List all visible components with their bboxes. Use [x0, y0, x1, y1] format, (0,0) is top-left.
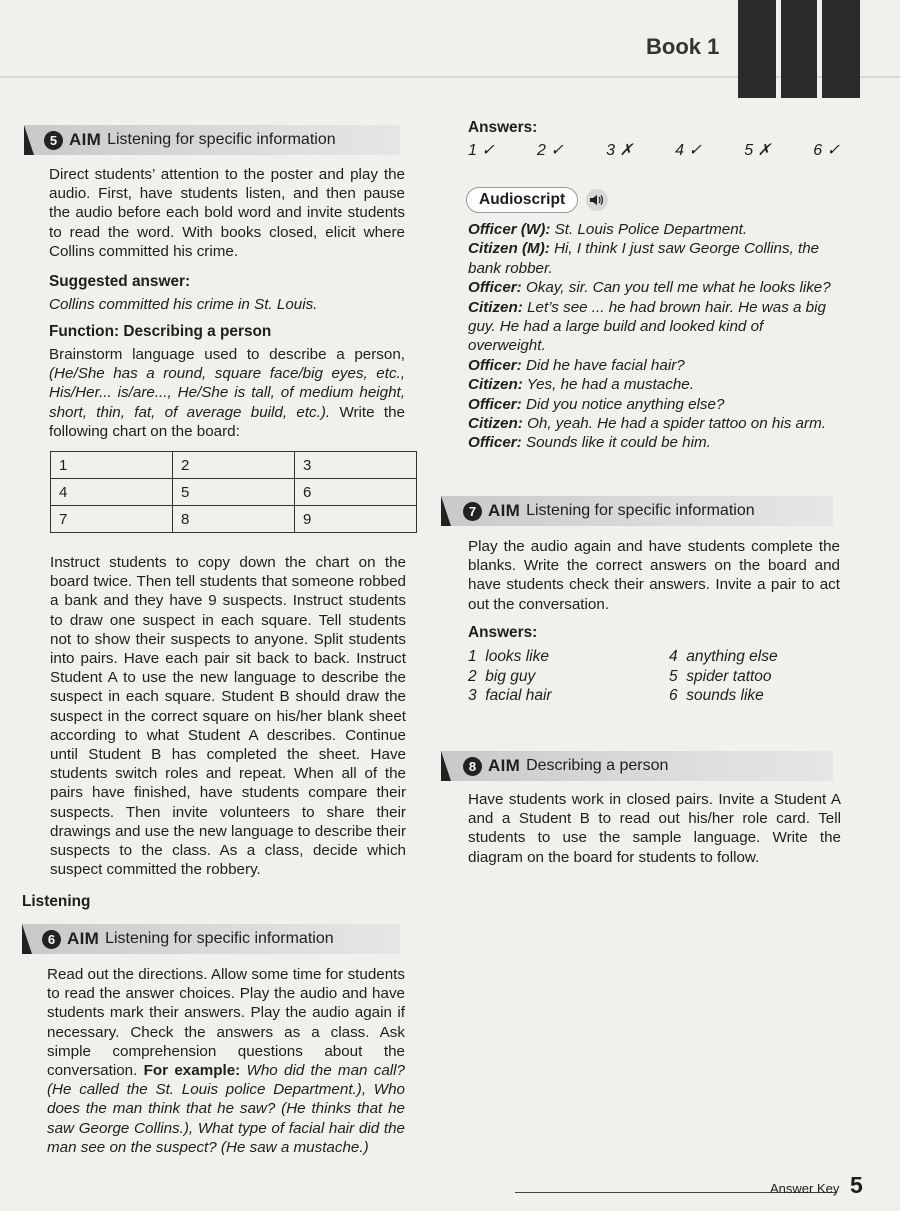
answer-item: 2 ✓ — [537, 142, 564, 159]
answers-label: Answers: — [468, 624, 538, 641]
aim-5-heading — [24, 125, 400, 155]
audioscript-header — [466, 187, 608, 213]
suspect-grid — [50, 451, 417, 533]
aim-title: Listening for specific information — [107, 131, 336, 148]
answer-item: 1 ✓ — [468, 142, 495, 159]
aim-label: AIM — [488, 501, 521, 520]
function-heading: Function: Describing a person — [49, 323, 272, 340]
book-tab-bar — [738, 0, 776, 98]
example-text: Who did the man call? (He called the St. Louis police Department.), Who does the man think that he saw? (He thinks that he saw George Collins.), What type of facial hair did the man see on the suspect? (He saw a mustache.) — [47, 1062, 405, 1156]
answer-item: 1 looks like — [468, 648, 549, 665]
suggested-answer-label: Suggested answer: — [49, 273, 191, 290]
grid-instructions: Instruct students to copy down the chart on the board twice. Then tell students that someone robbed a bank and they have 9 suspects. Instruct students to draw one suspect in each square. Tell students not to show their suspects to anyone. Split students into pairs. Have each pair sit back to back. Instruct Student A to use the new language to describe the suspect in each square. Student B should draw the suspect in the correct square on his/her blank sheet according to what Student A describes. Continue until Student B has completed the sheet. Have students switch roles and repeat. When all of the pairs have finished, have students compare their suspects. Then invite volunteers to share their drawings and use the new language to describe their suspects to the class. As a class, decide which suspect committed the robbery. — [50, 554, 406, 879]
answer-column — [468, 647, 552, 706]
grid-cell: 8 — [173, 506, 295, 533]
audioscript — [468, 220, 840, 453]
script-line: Citizen: Let’s see ... he had brown hair. He was a big guy. He had a large build and looked kind of overweight. — [468, 298, 826, 355]
answer-item: 4 anything else — [669, 648, 778, 665]
answer-item: 5 spider tattoo — [669, 667, 772, 685]
script-line: Officer (W): St. Louis Police Department. — [468, 221, 748, 238]
answer-item: 5 ✗ — [744, 142, 771, 159]
grid-cell: 4 — [51, 479, 173, 506]
answer-column — [669, 647, 778, 706]
answers-label: Answers: — [468, 119, 538, 136]
speaker-icon — [586, 189, 608, 211]
script-line: Citizen: Yes, he had a mustache. — [468, 376, 694, 394]
example-label: For example: — [143, 1062, 241, 1080]
aim-label: AIM — [69, 130, 102, 149]
aim-6-body — [47, 965, 405, 1157]
script-line: Citizen: Oh, yeah. He had a spider tattoo on his arm. — [468, 415, 826, 433]
audioscript-label: Audioscript — [466, 187, 578, 213]
aim-title: Listening for specific information — [105, 930, 334, 947]
suggested-answer-text: Collins committed his crime in St. Louis. — [49, 296, 318, 313]
aim-7-body: Play the audio again and have students complete the blanks. Write the correct answers on the board and have students check their answers. Invite a pair to act out the conversation. — [468, 538, 840, 613]
grid-cell: 6 — [295, 479, 417, 506]
heading-marker-icon — [22, 924, 32, 954]
section-number: 5 — [44, 131, 63, 150]
page-number: 5 — [850, 1172, 863, 1198]
grid-cell: 9 — [295, 506, 417, 533]
section-number: 8 — [463, 757, 482, 776]
heading-marker-icon — [441, 751, 451, 781]
aim-title: Listening for specific information — [526, 502, 755, 519]
heading-marker-icon — [441, 496, 451, 526]
aim-6-heading — [22, 924, 400, 954]
grid-row — [51, 506, 417, 533]
footer-label: Answer Key — [770, 1181, 840, 1196]
answer-item: 3 ✗ — [606, 142, 633, 159]
aim-6-text: Read out the directions. Allow some time for students to read the answer choices. Play the audio and have students mark their answers. Play the audio again if necessary. Check the answers as a class. Ask simple comprehension questions about the conversation. — [47, 966, 405, 1080]
answer-item: 4 ✓ — [675, 142, 702, 159]
answer-item: 6 ✓ — [813, 142, 840, 159]
script-line: Citizen (M): Hi, I think I just saw George Collins, the bank robber. — [468, 240, 820, 277]
grid-cell: 1 — [51, 452, 173, 479]
listening-heading: Listening — [22, 893, 91, 910]
grid-cell: 7 — [51, 506, 173, 533]
aim-8-heading — [441, 751, 833, 781]
aim-7-heading — [441, 496, 833, 526]
grid-cell: 5 — [173, 479, 295, 506]
answer-item: 2 big guy — [468, 667, 536, 685]
aim-label: AIM — [67, 929, 100, 948]
function-paragraph — [49, 345, 405, 441]
answer-item: 6 sounds like — [669, 687, 764, 704]
aim-title: Describing a person — [526, 757, 669, 774]
aim-5-body: Direct students’ attention to the poster and play the audio. First, have students listen, and then pause the audio before each bold word and invite students to read the word. With books closed, elicit where Collins committed his crime. — [49, 166, 405, 260]
book-tab-bar — [781, 0, 817, 98]
script-line: Officer: Did he have facial hair? — [468, 356, 685, 374]
section-number: 6 — [42, 930, 61, 949]
script-line: Officer: Sounds like it could be him. — [468, 434, 711, 452]
grid-cell: 3 — [295, 452, 417, 479]
book-title: Book 1 — [646, 34, 720, 59]
function-examples: (He/She has a round, square face/big eyes, etc., His/Her... is/are..., He/She is tall, of medium height, short, thin, fat, of average build, etc.). — [49, 365, 405, 421]
grid-row — [51, 452, 417, 479]
book-tab-bar — [822, 0, 860, 98]
heading-marker-icon — [24, 125, 34, 155]
aim-8-body: Have students work in closed pairs. Invite a Student A and a Student B to read out his/her role card. Tell students to use the sample language. Write the diagram on the board for students to follow. — [468, 791, 841, 866]
script-line: Officer: Did you notice anything else? — [468, 395, 725, 413]
function-intro: Brainstorm language used to describe a person, — [49, 346, 405, 363]
answer-item: 3 facial hair — [468, 687, 552, 704]
section-number: 7 — [463, 502, 482, 521]
grid-row — [51, 479, 417, 506]
answers-6-row — [468, 140, 840, 160]
function-tail: Write the following chart on the board: — [49, 403, 405, 440]
grid-cell: 2 — [173, 452, 295, 479]
aim-label: AIM — [488, 756, 521, 775]
script-line: Officer: Okay, sir. Can you tell me what he looks like? — [468, 279, 831, 297]
